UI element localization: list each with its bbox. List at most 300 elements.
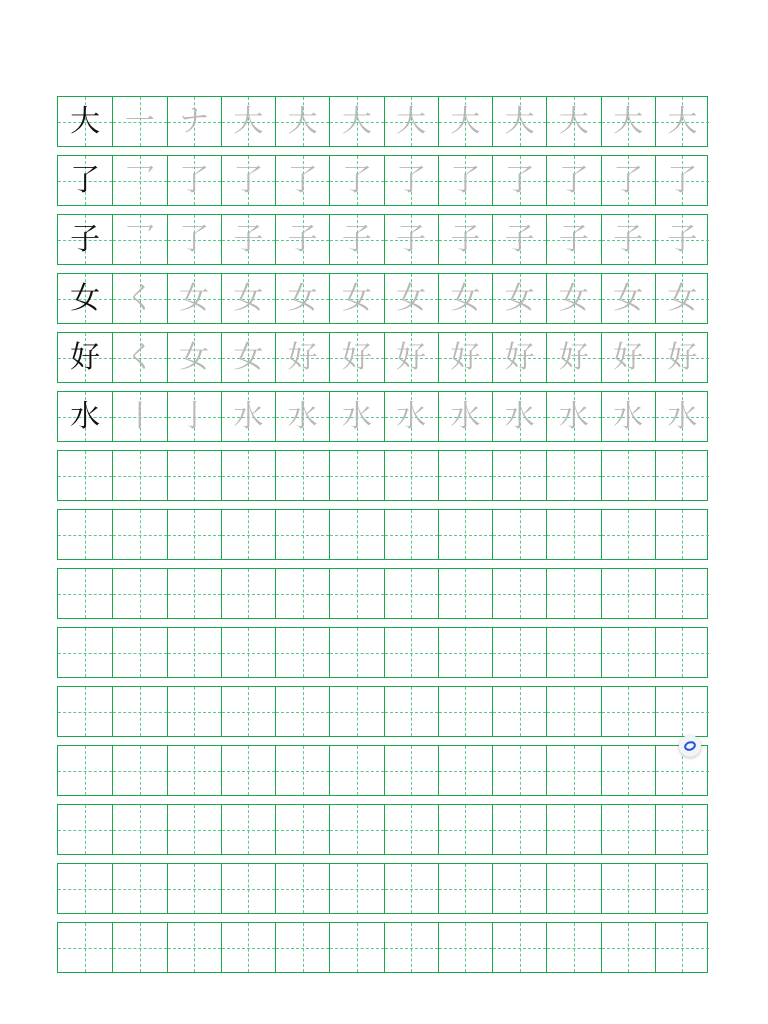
trace-character: 水: [233, 398, 264, 434]
trace-character: 了: [179, 221, 210, 257]
practice-cell[interactable]: [329, 628, 383, 677]
guide-line-vertical: [85, 687, 86, 736]
practice-cell[interactable]: [167, 274, 221, 323]
practice-row-empty: [57, 686, 708, 737]
practice-cell[interactable]: [655, 628, 709, 677]
practice-cell[interactable]: [221, 215, 275, 264]
practice-cell[interactable]: [546, 274, 600, 323]
practice-cell[interactable]: [546, 451, 600, 500]
guide-line-vertical: [520, 746, 521, 795]
practice-cell[interactable]: [492, 333, 546, 382]
guide-line-vertical: [248, 687, 249, 736]
guide-line-vertical: [303, 923, 304, 972]
pencil-tool-button[interactable]: [679, 735, 701, 757]
trace-character: 好: [613, 339, 644, 375]
practice-cell[interactable]: [492, 451, 546, 500]
trace-character: 女: [450, 280, 481, 316]
guide-line-vertical: [85, 628, 86, 677]
practice-cell[interactable]: [58, 97, 112, 146]
trace-character: 子: [287, 221, 318, 257]
guide-line-vertical: [140, 746, 141, 795]
practice-cell[interactable]: [655, 274, 709, 323]
trace-character: ナ: [179, 103, 210, 139]
practice-cell[interactable]: [329, 569, 383, 618]
guide-line-vertical: [303, 569, 304, 618]
guide-line-vertical: [411, 628, 412, 677]
guide-line-vertical: [628, 923, 629, 972]
guide-line-vertical: [248, 569, 249, 618]
practice-cell[interactable]: [384, 274, 438, 323]
practice-cell[interactable]: [438, 97, 492, 146]
practice-cell[interactable]: [58, 274, 112, 323]
practice-cell[interactable]: [275, 451, 329, 500]
guide-line-vertical: [140, 923, 141, 972]
practice-cell[interactable]: [601, 392, 655, 441]
trace-character: 子: [613, 221, 644, 257]
trace-character: 子: [341, 221, 372, 257]
practice-cell[interactable]: [58, 805, 112, 854]
practice-cell[interactable]: [58, 215, 112, 264]
practice-cell[interactable]: [167, 510, 221, 559]
practice-cell[interactable]: [601, 805, 655, 854]
guide-line-vertical: [248, 746, 249, 795]
practice-cell[interactable]: [492, 215, 546, 264]
trace-character: 女: [233, 280, 264, 316]
practice-cell[interactable]: [112, 333, 166, 382]
model-character: 好: [70, 339, 101, 375]
practice-cell[interactable]: [492, 746, 546, 795]
trace-character: 女: [396, 280, 427, 316]
practice-cell[interactable]: [546, 569, 600, 618]
practice-cell[interactable]: [655, 392, 709, 441]
guide-line-vertical: [194, 864, 195, 913]
guide-line-vertical: [682, 569, 683, 618]
guide-line-vertical: [140, 569, 141, 618]
practice-cell[interactable]: [167, 864, 221, 913]
practice-row: [57, 273, 708, 324]
practice-row-empty: [57, 450, 708, 501]
guide-line-vertical: [303, 805, 304, 854]
practice-cell[interactable]: [438, 274, 492, 323]
practice-cell[interactable]: [221, 451, 275, 500]
practice-cell[interactable]: [601, 923, 655, 972]
practice-cell[interactable]: [58, 923, 112, 972]
practice-cell[interactable]: [167, 215, 221, 264]
guide-line-vertical: [682, 510, 683, 559]
practice-cell[interactable]: [492, 569, 546, 618]
trace-character: 了: [504, 162, 535, 198]
practice-cell[interactable]: [112, 864, 166, 913]
practice-cell[interactable]: [58, 628, 112, 677]
practice-cell[interactable]: [438, 746, 492, 795]
practice-cell[interactable]: [112, 274, 166, 323]
practice-cell[interactable]: [655, 805, 709, 854]
guide-line-vertical: [520, 451, 521, 500]
practice-cell[interactable]: [384, 569, 438, 618]
practice-cell[interactable]: [275, 628, 329, 677]
practice-cell[interactable]: [221, 333, 275, 382]
practice-cell[interactable]: [438, 333, 492, 382]
trace-character: 大: [613, 103, 644, 139]
practice-cell[interactable]: [167, 805, 221, 854]
practice-cell[interactable]: [492, 805, 546, 854]
trace-character: 水: [667, 398, 698, 434]
model-character: 了: [70, 162, 101, 198]
trace-character: 了: [287, 162, 318, 198]
guide-line-vertical: [248, 510, 249, 559]
practice-cell[interactable]: [112, 746, 166, 795]
practice-cell[interactable]: [492, 97, 546, 146]
practice-cell[interactable]: [655, 687, 709, 736]
practice-cell[interactable]: [384, 333, 438, 382]
practice-cell[interactable]: [601, 215, 655, 264]
guide-line-vertical: [682, 451, 683, 500]
practice-cell[interactable]: [275, 333, 329, 382]
practice-cell[interactable]: [112, 687, 166, 736]
practice-cell[interactable]: [601, 687, 655, 736]
guide-line-vertical: [357, 569, 358, 618]
practice-cell[interactable]: [275, 569, 329, 618]
guide-line-vertical: [574, 687, 575, 736]
trace-character: 好: [341, 339, 372, 375]
trace-character: 了: [396, 162, 427, 198]
guide-line-vertical: [357, 864, 358, 913]
trace-character: 女: [179, 339, 210, 375]
practice-cell[interactable]: [329, 451, 383, 500]
guide-line-vertical: [465, 628, 466, 677]
practice-cell[interactable]: [438, 687, 492, 736]
practice-cell[interactable]: [58, 510, 112, 559]
practice-cell[interactable]: [384, 97, 438, 146]
practice-cell[interactable]: [167, 746, 221, 795]
practice-cell[interactable]: [167, 923, 221, 972]
practice-cell[interactable]: [112, 628, 166, 677]
practice-cell[interactable]: [58, 569, 112, 618]
trace-character: 了: [341, 162, 372, 198]
practice-cell[interactable]: [329, 333, 383, 382]
practice-cell[interactable]: [492, 687, 546, 736]
guide-line-vertical: [411, 923, 412, 972]
guide-line-vertical: [411, 510, 412, 559]
trace-character: 好: [450, 339, 481, 375]
trace-character: 水: [396, 398, 427, 434]
guide-line-vertical: [465, 687, 466, 736]
practice-cell[interactable]: [546, 510, 600, 559]
trace-character: 女: [613, 280, 644, 316]
guide-line-vertical: [411, 805, 412, 854]
guide-line-vertical: [465, 569, 466, 618]
guide-line-vertical: [520, 864, 521, 913]
pencil-ring-icon: [683, 740, 697, 752]
practice-cell[interactable]: [221, 274, 275, 323]
practice-cell[interactable]: [329, 510, 383, 559]
practice-cell[interactable]: [329, 215, 383, 264]
guide-line-vertical: [194, 746, 195, 795]
practice-cell[interactable]: [655, 569, 709, 618]
practice-cell[interactable]: [275, 510, 329, 559]
practice-cell[interactable]: [329, 864, 383, 913]
practice-cell[interactable]: [546, 923, 600, 972]
practice-cell[interactable]: [438, 392, 492, 441]
practice-cell[interactable]: [221, 392, 275, 441]
practice-cell[interactable]: [329, 156, 383, 205]
practice-cell[interactable]: [112, 97, 166, 146]
trace-character: 水: [613, 398, 644, 434]
practice-cell[interactable]: [492, 510, 546, 559]
practice-cell[interactable]: [601, 333, 655, 382]
practice-cell[interactable]: [167, 569, 221, 618]
guide-line-vertical: [574, 628, 575, 677]
practice-cell[interactable]: [221, 510, 275, 559]
practice-cell[interactable]: [546, 215, 600, 264]
guide-line-vertical: [465, 923, 466, 972]
trace-character: 了: [179, 162, 210, 198]
guide-line-vertical: [357, 451, 358, 500]
practice-cell[interactable]: [167, 392, 221, 441]
practice-cell[interactable]: [275, 864, 329, 913]
practice-cell[interactable]: [221, 923, 275, 972]
guide-line-vertical: [411, 451, 412, 500]
practice-cell[interactable]: [329, 687, 383, 736]
practice-row-empty: [57, 745, 708, 796]
practice-cell[interactable]: [329, 923, 383, 972]
guide-line-vertical: [303, 510, 304, 559]
practice-cell[interactable]: [384, 392, 438, 441]
trace-character: 乛: [124, 221, 155, 257]
guide-line-vertical: [465, 746, 466, 795]
practice-cell[interactable]: [329, 97, 383, 146]
practice-cell[interactable]: [275, 215, 329, 264]
guide-line-vertical: [357, 510, 358, 559]
trace-character: 好: [558, 339, 589, 375]
guide-line-vertical: [140, 510, 141, 559]
practice-sheet: [57, 96, 708, 981]
trace-character: 女: [667, 280, 698, 316]
practice-cell[interactable]: [275, 97, 329, 146]
practice-cell[interactable]: [601, 274, 655, 323]
practice-cell[interactable]: [601, 97, 655, 146]
trace-character: 了: [450, 162, 481, 198]
guide-line-vertical: [140, 451, 141, 500]
practice-cell[interactable]: [546, 746, 600, 795]
trace-character: 大: [504, 103, 535, 139]
practice-cell[interactable]: [275, 156, 329, 205]
practice-cell[interactable]: [384, 864, 438, 913]
practice-cell[interactable]: [167, 687, 221, 736]
practice-cell[interactable]: [221, 156, 275, 205]
practice-cell[interactable]: [58, 864, 112, 913]
practice-cell[interactable]: [438, 864, 492, 913]
practice-row: [57, 391, 708, 442]
trace-character: 好: [396, 339, 427, 375]
guide-line-vertical: [628, 569, 629, 618]
practice-cell[interactable]: [546, 687, 600, 736]
practice-cell[interactable]: [601, 746, 655, 795]
guide-line-vertical: [248, 805, 249, 854]
practice-cell[interactable]: [221, 97, 275, 146]
practice-cell[interactable]: [438, 569, 492, 618]
guide-line-vertical: [682, 805, 683, 854]
practice-cell[interactable]: [601, 510, 655, 559]
practice-cell[interactable]: [221, 569, 275, 618]
practice-cell[interactable]: [438, 156, 492, 205]
practice-cell[interactable]: [384, 687, 438, 736]
practice-cell[interactable]: [58, 392, 112, 441]
trace-character: 了: [558, 162, 589, 198]
guide-line-vertical: [574, 510, 575, 559]
practice-row-empty: [57, 509, 708, 560]
trace-character: 大: [558, 103, 589, 139]
practice-cell[interactable]: [221, 805, 275, 854]
guide-line-vertical: [357, 628, 358, 677]
practice-cell[interactable]: [221, 687, 275, 736]
practice-row: [57, 332, 708, 383]
practice-cell[interactable]: [492, 923, 546, 972]
guide-line-vertical: [682, 923, 683, 972]
practice-cell[interactable]: [492, 156, 546, 205]
practice-row: [57, 214, 708, 265]
practice-cell[interactable]: [492, 864, 546, 913]
practice-cell[interactable]: [384, 746, 438, 795]
practice-cell[interactable]: [167, 451, 221, 500]
practice-cell[interactable]: [329, 746, 383, 795]
practice-cell[interactable]: [167, 156, 221, 205]
practice-cell[interactable]: [275, 274, 329, 323]
practice-cell[interactable]: [58, 687, 112, 736]
practice-cell[interactable]: [601, 628, 655, 677]
practice-cell[interactable]: [546, 864, 600, 913]
guide-line-vertical: [194, 628, 195, 677]
guide-line-vertical: [465, 451, 466, 500]
practice-cell[interactable]: [384, 156, 438, 205]
practice-cell[interactable]: [167, 333, 221, 382]
guide-line-vertical: [411, 687, 412, 736]
practice-cell[interactable]: [58, 451, 112, 500]
practice-cell[interactable]: [438, 923, 492, 972]
guide-line-vertical: [465, 864, 466, 913]
practice-cell[interactable]: [655, 510, 709, 559]
practice-cell[interactable]: [601, 569, 655, 618]
practice-cell[interactable]: [546, 333, 600, 382]
practice-cell[interactable]: [275, 746, 329, 795]
guide-line-vertical: [520, 510, 521, 559]
guide-line-vertical: [248, 864, 249, 913]
practice-cell[interactable]: [546, 156, 600, 205]
practice-cell[interactable]: [384, 805, 438, 854]
trace-character: く: [124, 339, 155, 375]
guide-line-vertical: [85, 569, 86, 618]
trace-character: 子: [558, 221, 589, 257]
practice-cell[interactable]: [221, 864, 275, 913]
trace-character: 女: [179, 280, 210, 316]
practice-cell[interactable]: [655, 97, 709, 146]
practice-cell[interactable]: [438, 805, 492, 854]
trace-character: 水: [450, 398, 481, 434]
guide-line-vertical: [465, 510, 466, 559]
practice-cell[interactable]: [438, 451, 492, 500]
practice-cell[interactable]: [58, 746, 112, 795]
guide-line-vertical: [574, 746, 575, 795]
practice-cell[interactable]: [384, 628, 438, 677]
practice-cell[interactable]: [167, 97, 221, 146]
guide-line-vertical: [303, 628, 304, 677]
trace-character: 了: [613, 162, 644, 198]
practice-cell[interactable]: [112, 510, 166, 559]
practice-cell[interactable]: [438, 510, 492, 559]
practice-row-empty: [57, 922, 708, 973]
guide-line-vertical: [194, 569, 195, 618]
trace-character: 子: [396, 221, 427, 257]
practice-cell[interactable]: [275, 392, 329, 441]
practice-cell[interactable]: [112, 569, 166, 618]
practice-cell[interactable]: [546, 805, 600, 854]
practice-cell[interactable]: [655, 923, 709, 972]
practice-cell[interactable]: [601, 156, 655, 205]
practice-cell[interactable]: [275, 923, 329, 972]
practice-cell[interactable]: [438, 628, 492, 677]
practice-cell[interactable]: [112, 923, 166, 972]
practice-cell[interactable]: [655, 333, 709, 382]
practice-cell[interactable]: [655, 451, 709, 500]
practice-cell[interactable]: [275, 805, 329, 854]
guide-line-vertical: [194, 687, 195, 736]
trace-character: 好: [287, 339, 318, 375]
practice-cell[interactable]: [167, 628, 221, 677]
guide-line-vertical: [85, 746, 86, 795]
practice-cell[interactable]: [655, 156, 709, 205]
practice-cell[interactable]: [492, 392, 546, 441]
guide-line-vertical: [140, 805, 141, 854]
practice-cell[interactable]: [384, 451, 438, 500]
practice-cell[interactable]: [221, 746, 275, 795]
practice-cell[interactable]: [492, 274, 546, 323]
practice-cell[interactable]: [58, 333, 112, 382]
practice-cell[interactable]: [655, 864, 709, 913]
practice-cell[interactable]: [438, 215, 492, 264]
practice-cell[interactable]: [601, 451, 655, 500]
practice-cell[interactable]: [492, 628, 546, 677]
trace-character: 大: [450, 103, 481, 139]
practice-cell[interactable]: [112, 392, 166, 441]
practice-cell[interactable]: [221, 628, 275, 677]
guide-line-vertical: [628, 628, 629, 677]
guide-line-vertical: [628, 687, 629, 736]
guide-line-vertical: [574, 923, 575, 972]
practice-cell[interactable]: [546, 392, 600, 441]
practice-cell[interactable]: [112, 451, 166, 500]
practice-cell[interactable]: [275, 687, 329, 736]
practice-cell[interactable]: [601, 864, 655, 913]
guide-line-vertical: [248, 628, 249, 677]
practice-cell[interactable]: [329, 274, 383, 323]
guide-line-vertical: [520, 923, 521, 972]
practice-cell[interactable]: [384, 923, 438, 972]
practice-cell[interactable]: [112, 805, 166, 854]
practice-cell[interactable]: [112, 215, 166, 264]
practice-cell[interactable]: [655, 215, 709, 264]
practice-cell[interactable]: [384, 215, 438, 264]
guide-line-vertical: [357, 746, 358, 795]
practice-cell[interactable]: [329, 805, 383, 854]
practice-cell[interactable]: [112, 156, 166, 205]
practice-cell[interactable]: [329, 392, 383, 441]
practice-cell[interactable]: [384, 510, 438, 559]
trace-character: 子: [450, 221, 481, 257]
guide-line-vertical: [628, 864, 629, 913]
practice-cell[interactable]: [546, 628, 600, 677]
practice-cell[interactable]: [58, 156, 112, 205]
practice-cell[interactable]: [546, 97, 600, 146]
